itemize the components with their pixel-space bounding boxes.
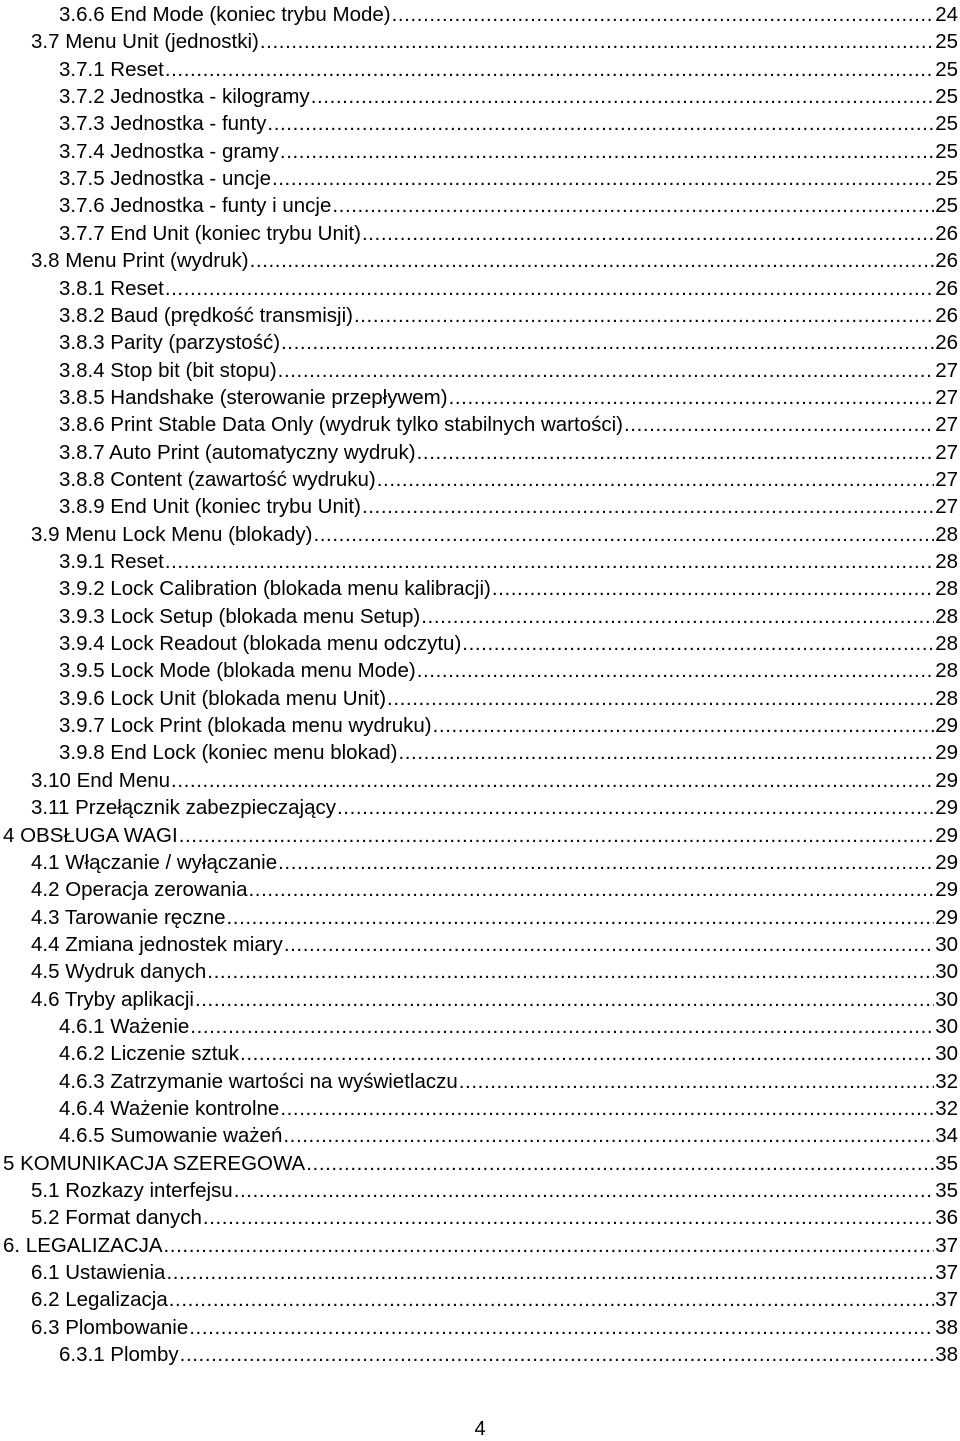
toc-entry[interactable]: [31, 794, 958, 821]
toc-dot-leader: [311, 83, 935, 110]
toc-entry-page: 25: [935, 30, 958, 54]
toc-entry[interactable]: [59, 357, 958, 384]
toc-entry-title: 3.8.3 Parity (parzystość): [59, 331, 281, 355]
toc-entry[interactable]: [31, 521, 958, 548]
toc-entry[interactable]: [59, 1341, 958, 1368]
toc-dot-leader: [462, 630, 934, 657]
toc-dot-leader: [377, 466, 934, 493]
toc-entry-title: 4.2 Operacja zerowania: [31, 878, 248, 902]
toc-entry-title: 5.1 Rozkazy interfejsu: [31, 1179, 233, 1203]
toc-entry-page: 26: [935, 221, 958, 245]
toc-entry-title: 3.9 Menu Lock Menu (blokady): [31, 522, 313, 546]
toc-entry-title: 3.7.3 Jednostka - funty: [59, 112, 267, 136]
toc-entry[interactable]: [59, 275, 958, 302]
toc-entry-title: 6.2 Legalizacja: [31, 1288, 168, 1312]
toc-entry-page: 34: [935, 1124, 958, 1148]
toc-entry[interactable]: [59, 657, 958, 684]
toc-entry[interactable]: [31, 28, 958, 55]
toc-entry-title: 3.11 Przełącznik zabezpieczający: [31, 796, 336, 820]
toc-entry-title: 3.6.6 End Mode (koniec trybu Mode): [59, 3, 391, 26]
toc-dot-leader: [165, 56, 934, 83]
toc-entry[interactable]: [59, 220, 958, 247]
toc-entry[interactable]: [59, 685, 958, 712]
toc-entry-page: 36: [935, 1206, 958, 1230]
toc-dot-leader: [165, 275, 934, 302]
toc-entry[interactable]: [59, 712, 958, 739]
toc-entry[interactable]: [59, 1040, 958, 1067]
toc-dot-leader: [260, 28, 934, 55]
toc-entry[interactable]: [59, 110, 958, 137]
toc-dot-leader: [449, 384, 935, 411]
toc-entry-page: 27: [935, 385, 958, 409]
toc-dot-leader: [207, 958, 934, 985]
toc-entry-page: 37: [935, 1261, 958, 1285]
toc-entry-page: 29: [935, 796, 958, 820]
toc-entry-title: 3.7.7 End Unit (koniec trybu Unit): [59, 221, 361, 245]
toc-entry-title: 3.8.7 Auto Print (automatyczny wydruk): [59, 440, 416, 464]
toc-entry-title: 3.9.7 Lock Print (blokada menu wydruku): [59, 714, 432, 738]
toc-entry[interactable]: [31, 849, 958, 876]
toc-entry-page: 25: [935, 139, 958, 163]
toc-entry-title: 6.1 Ustawienia: [31, 1261, 166, 1285]
toc-entry-title: 4.6.5 Sumowanie ważeń: [59, 1124, 283, 1148]
toc-dot-leader: [337, 794, 934, 821]
toc-entry-page: 26: [935, 249, 958, 273]
toc-entry[interactable]: [59, 138, 958, 165]
toc-dot-leader: [234, 1177, 935, 1204]
toc-entry[interactable]: [31, 931, 958, 958]
toc-dot-leader: [272, 165, 934, 192]
toc-entry[interactable]: [31, 876, 958, 903]
toc-entry-title: 3.7 Menu Unit (jednostki): [31, 30, 259, 54]
toc-entry-page: 27: [935, 358, 958, 382]
toc-entry-title: 6. LEGALIZACJA: [3, 1233, 163, 1257]
toc-entry-title: 4.3 Tarowanie ręczne: [31, 905, 226, 929]
toc-entry[interactable]: [31, 1204, 958, 1231]
toc-entry-page: 37: [935, 1233, 958, 1257]
toc-entry-title: 3.8 Menu Print (wydruk): [31, 249, 249, 273]
toc-entry[interactable]: [59, 439, 958, 466]
toc-dot-leader: [362, 220, 934, 247]
toc-dot-leader: [417, 439, 935, 466]
toc-dot-leader: [249, 876, 935, 903]
toc-entry[interactable]: [31, 1259, 958, 1286]
toc-entry-title: 3.10 End Menu: [31, 768, 171, 792]
toc-entry-page: 25: [935, 85, 958, 109]
toc-entry-page: 28: [935, 604, 958, 628]
toc-dot-leader: [306, 1150, 934, 1177]
toc-entry-page: 29: [935, 905, 958, 929]
toc-dot-leader: [179, 822, 935, 849]
toc-entry-page: 37: [935, 1288, 958, 1312]
toc-entry-page: 29: [935, 714, 958, 738]
toc-entry-title: 3.7.1 Reset: [59, 57, 164, 81]
toc-entry[interactable]: [31, 1286, 958, 1313]
toc-entry-title: 3.9.6 Lock Unit (blokada menu Unit): [59, 686, 387, 710]
toc-entry[interactable]: [31, 958, 958, 985]
toc-entry-title: 4.1 Włączanie / wyłączanie: [31, 850, 278, 874]
toc-dot-leader: [166, 1259, 934, 1286]
toc-dot-leader: [169, 1286, 934, 1313]
toc-entry[interactable]: [31, 247, 958, 274]
toc-entry[interactable]: [59, 329, 958, 356]
toc-entry[interactable]: [59, 1, 958, 28]
toc-entry[interactable]: [59, 384, 958, 411]
toc-entry[interactable]: [59, 1122, 958, 1149]
toc-dot-leader: [189, 1314, 934, 1341]
toc-entry-page: 28: [935, 686, 958, 710]
toc-entry-page: 24: [935, 3, 958, 26]
toc-entry-title: 3.8.2 Baud (prędkość transmisji): [59, 303, 353, 327]
toc-entry-page: 29: [935, 878, 958, 902]
toc-entry[interactable]: [59, 165, 958, 192]
toc-entry-title: 3.7.6 Jednostka - funty i uncje: [59, 194, 332, 218]
toc-entry[interactable]: [59, 548, 958, 575]
toc-entry-page: 38: [935, 1315, 958, 1339]
toc-entry-title: 6.3 Plombowanie: [31, 1315, 189, 1339]
toc-entry[interactable]: [59, 466, 958, 493]
toc-entry-title: 3.9.1 Reset: [59, 550, 164, 573]
toc-entry-page: 26: [935, 276, 958, 300]
toc-entry-title: 3.8.6 Print Stable Data Only (wydruk tylko stabilnych wartości): [59, 413, 623, 437]
toc-entry-page: 28: [935, 550, 958, 573]
toc-entry-title: 4.4 Zmiana jednostek miary: [31, 932, 283, 956]
toc-entry-page: 29: [935, 768, 958, 792]
toc-entry-title: 3.7.4 Jednostka - gramy: [59, 139, 279, 163]
toc-entry-page: 35: [935, 1179, 958, 1203]
toc-dot-leader: [433, 712, 935, 739]
toc-entry-page: 27: [935, 495, 958, 519]
toc-dot-leader: [387, 685, 934, 712]
toc-entry-page: 32: [935, 1069, 958, 1093]
toc-dot-leader: [398, 739, 934, 766]
toc-entry-title: 4.6 Tryby aplikacji: [31, 987, 194, 1011]
toc-entry[interactable]: [59, 603, 958, 630]
toc-dot-leader: [417, 657, 935, 684]
toc-dot-leader: [280, 1095, 934, 1122]
toc-entry[interactable]: [31, 904, 958, 931]
toc-dot-leader: [492, 575, 934, 602]
toc-dot-leader: [227, 904, 935, 931]
toc-entry[interactable]: [59, 83, 958, 110]
toc-entry[interactable]: [59, 1013, 958, 1040]
toc-entry-title: 4.6.2 Liczenie sztuk: [59, 1042, 240, 1066]
toc-dot-leader: [354, 302, 934, 329]
toc-entry-title: 3.8.8 Content (zawartość wydruku): [59, 467, 376, 491]
toc-entry-page: 29: [935, 823, 958, 847]
toc-dot-leader: [165, 548, 934, 575]
toc-entry-title: 4.6.1 Ważenie: [59, 1014, 190, 1038]
toc-entry-title: 3.8.1 Reset: [59, 276, 164, 300]
toc-entry[interactable]: [59, 1068, 958, 1095]
toc-entry[interactable]: [59, 411, 958, 438]
toc-dot-leader: [278, 849, 934, 876]
toc-dot-leader: [195, 986, 934, 1013]
toc-dot-leader: [240, 1040, 934, 1067]
toc-entry-title: 5 KOMUNIKACJA SZEREGOWA: [3, 1151, 306, 1175]
toc-entry-title: 5.2 Format danych: [31, 1206, 202, 1230]
toc-entry-title: 4.6.3 Zatrzymanie wartości na wyświetlaczu: [59, 1069, 458, 1093]
toc-entry-page: 26: [935, 331, 958, 355]
toc-entry-page: 27: [935, 440, 958, 464]
toc-entry-page: 38: [935, 1343, 958, 1367]
toc-entry-page: 27: [935, 467, 958, 491]
toc-entry-page: 28: [935, 522, 958, 546]
toc-entry-title: 3.8.4 Stop bit (bit stopu): [59, 358, 277, 382]
toc-entry[interactable]: [3, 822, 958, 849]
toc-entry-title: 3.9.2 Lock Calibration (blokada menu kalibracji): [59, 577, 491, 601]
toc-entry-page: 35: [935, 1151, 958, 1175]
toc-entry-page: 32: [935, 1097, 958, 1120]
toc-dot-leader: [250, 247, 935, 274]
toc-entry[interactable]: [31, 767, 958, 794]
toc-entry[interactable]: [59, 302, 958, 329]
toc-entry[interactable]: [59, 192, 958, 219]
toc-entry[interactable]: [59, 56, 958, 83]
toc-entry-title: 3.8.9 End Unit (koniec trybu Unit): [59, 495, 361, 519]
toc-entry-page: 25: [935, 57, 958, 81]
toc-entry-page: 27: [935, 413, 958, 437]
toc-entry[interactable]: [3, 1150, 958, 1177]
toc-dot-leader: [283, 1122, 934, 1149]
toc-entry-page: 28: [935, 577, 958, 601]
toc-entry[interactable]: [59, 1095, 958, 1122]
toc-entry-page: 30: [935, 987, 958, 1011]
toc-entry-title: 3.9.8 End Lock (koniec menu blokad): [59, 741, 398, 765]
toc-dot-leader: [190, 1013, 934, 1040]
toc-dot-leader: [171, 767, 934, 794]
toc-dot-leader: [332, 192, 934, 219]
toc-entry-page: 25: [935, 112, 958, 136]
toc-entry-title: 3.9.5 Lock Mode (blokada menu Mode): [59, 659, 416, 683]
toc-dot-leader: [284, 931, 934, 958]
toc-dot-leader: [421, 603, 934, 630]
toc-dot-leader: [278, 357, 935, 384]
toc-dot-leader: [392, 1, 935, 28]
toc-dot-leader: [624, 411, 934, 438]
toc-dot-leader: [362, 493, 934, 520]
toc-entry[interactable]: [59, 630, 958, 657]
toc-entry-title: 4 OBSŁUGA WAGI: [3, 823, 178, 847]
toc-entry-page: 29: [935, 741, 958, 765]
toc-entry-page: 30: [935, 932, 958, 956]
toc-dot-leader: [203, 1204, 934, 1231]
toc-entry-page: 25: [935, 167, 958, 191]
toc-entry-page: 28: [935, 659, 958, 683]
toc-entry-page: 28: [935, 632, 958, 656]
toc-entry-title: 3.8.5 Handshake (sterowanie przepływem): [59, 385, 448, 409]
toc-entry[interactable]: [59, 493, 958, 520]
toc-entry[interactable]: [59, 575, 958, 602]
toc-entry-title: 3.7.5 Jednostka - uncje: [59, 167, 271, 191]
toc-entry-title: 6.3.1 Plomby: [59, 1343, 179, 1367]
toc-entry-page: 30: [935, 960, 958, 984]
toc-entry[interactable]: [3, 1232, 958, 1259]
toc-entry-title: 4.5 Wydruk danych: [31, 960, 207, 984]
toc-entry-title: 3.7.2 Jednostka - kilogramy: [59, 85, 310, 109]
toc-dot-leader: [280, 138, 934, 165]
toc-entry[interactable]: [31, 986, 958, 1013]
toc-entry-page: 29: [935, 850, 958, 874]
toc-entry-page: 30: [935, 1014, 958, 1038]
toc-dot-leader: [164, 1232, 935, 1259]
toc-entry-page: 26: [935, 303, 958, 327]
toc-dot-leader: [267, 110, 934, 137]
toc-entry-title: 3.9.4 Lock Readout (blokada menu odczytu): [59, 632, 462, 656]
toc-dot-leader: [313, 521, 934, 548]
toc-entry-title: 4.6.4 Ważenie kontrolne: [59, 1097, 280, 1120]
toc-dot-leader: [180, 1341, 935, 1368]
toc-entry-page: 30: [935, 1042, 958, 1066]
toc-dot-leader: [281, 329, 934, 356]
toc-entry-page: 25: [935, 194, 958, 218]
toc-entry[interactable]: [31, 1177, 958, 1204]
page-number: 4: [474, 1418, 486, 1440]
toc-dot-leader: [459, 1068, 934, 1095]
toc-entry[interactable]: [31, 1314, 958, 1341]
toc-entry-title: 3.9.3 Lock Setup (blokada menu Setup): [59, 604, 421, 628]
toc-entry[interactable]: [59, 739, 958, 766]
